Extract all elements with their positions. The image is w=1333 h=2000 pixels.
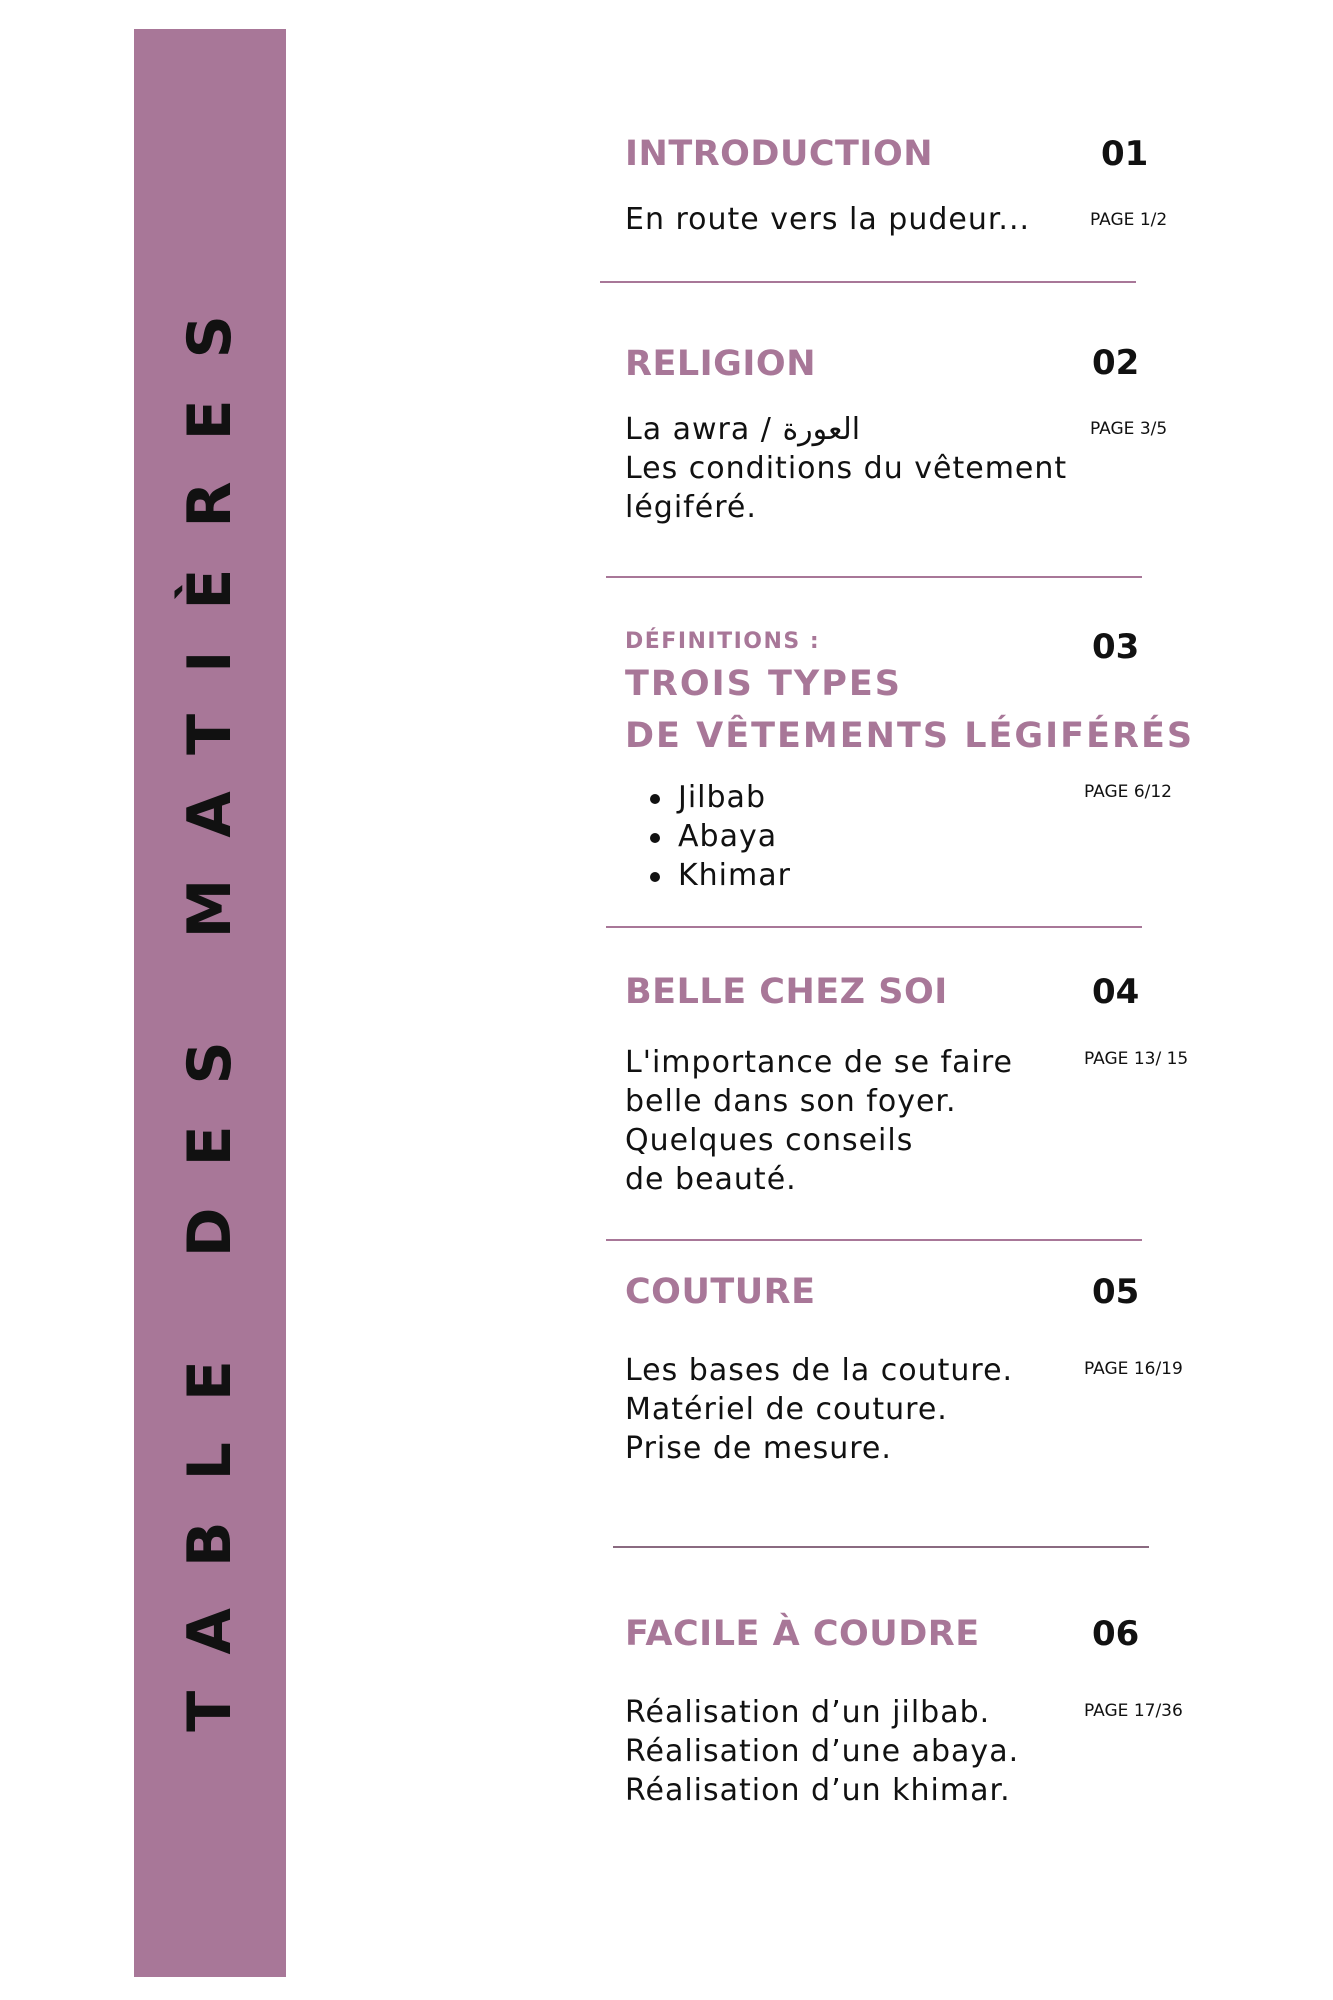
entry-title [625, 658, 1194, 762]
entry-description [625, 1043, 1013, 1199]
entry-page-range: PAGE 3/5 [1090, 419, 1168, 439]
entry-bullet-list [650, 778, 791, 895]
sidebar-band [134, 29, 286, 1977]
divider [606, 1239, 1142, 1241]
entry-page-range: PAGE 6/12 [1084, 782, 1172, 802]
entry-line: Réalisation d’une abaya. [625, 1734, 1020, 1769]
divider [613, 1546, 1149, 1548]
entry-page-range: PAGE 16/19 [1084, 1359, 1183, 1379]
divider [606, 576, 1142, 578]
entry-title-line: TROIS TYPES [625, 664, 902, 704]
list-item: Khimar [650, 856, 791, 895]
entry-line: L'importance de se faire [625, 1045, 1013, 1080]
list-item: Jilbab [650, 778, 791, 817]
entry-line: La awra / العورة [625, 412, 861, 447]
entry-line: légiféré. [625, 490, 757, 525]
entry-description [625, 1693, 1019, 1810]
entry-number: 02 [1092, 343, 1140, 383]
entry-number: 06 [1092, 1614, 1140, 1654]
entry-title-line: DE VÊTEMENTS LÉGIFÉRÉS [625, 716, 1195, 756]
entry-line: Prise de mesure. [625, 1431, 892, 1466]
entry-page-range: PAGE 17/36 [1084, 1701, 1183, 1721]
entry-description [625, 1351, 1013, 1468]
entry-line: Les conditions du vêtement [625, 451, 1068, 486]
entry-kicker: DÉFINITIONS : [625, 629, 821, 654]
page-title: TABLE DES MATIÈRES [175, 274, 245, 1732]
divider [600, 281, 1136, 283]
list-item: Abaya [650, 817, 791, 856]
divider [606, 926, 1142, 928]
entry-description [625, 200, 1030, 239]
entry-title: COUTURE [625, 1272, 816, 1312]
entry-number: 05 [1092, 1272, 1140, 1312]
entry-line: belle dans son foyer. [625, 1084, 957, 1119]
entry-line: Quelques conseils [625, 1123, 914, 1158]
entry-title: RELIGION [625, 344, 816, 384]
entry-number: 03 [1092, 627, 1140, 667]
entry-number: 01 [1101, 134, 1149, 174]
entry-line: Les bases de la couture. [625, 1353, 1014, 1388]
entry-line: En route vers la pudeur... [625, 202, 1031, 237]
entry-number: 04 [1092, 972, 1140, 1012]
entry-title: BELLE CHEZ SOI [625, 972, 948, 1012]
entry-line: Réalisation d’un khimar. [625, 1773, 1011, 1808]
entry-title: FACILE À COUDRE [625, 1614, 980, 1654]
entry-description [625, 410, 1067, 527]
entry-title: INTRODUCTION [625, 134, 933, 174]
entry-page-range: PAGE 13/ 15 [1084, 1049, 1189, 1069]
entry-page-range: PAGE 1/2 [1090, 210, 1168, 230]
entry-line: Matériel de couture. [625, 1392, 948, 1427]
entry-line: Réalisation d’un jilbab. [625, 1695, 991, 1730]
entry-line: de beauté. [625, 1162, 797, 1197]
